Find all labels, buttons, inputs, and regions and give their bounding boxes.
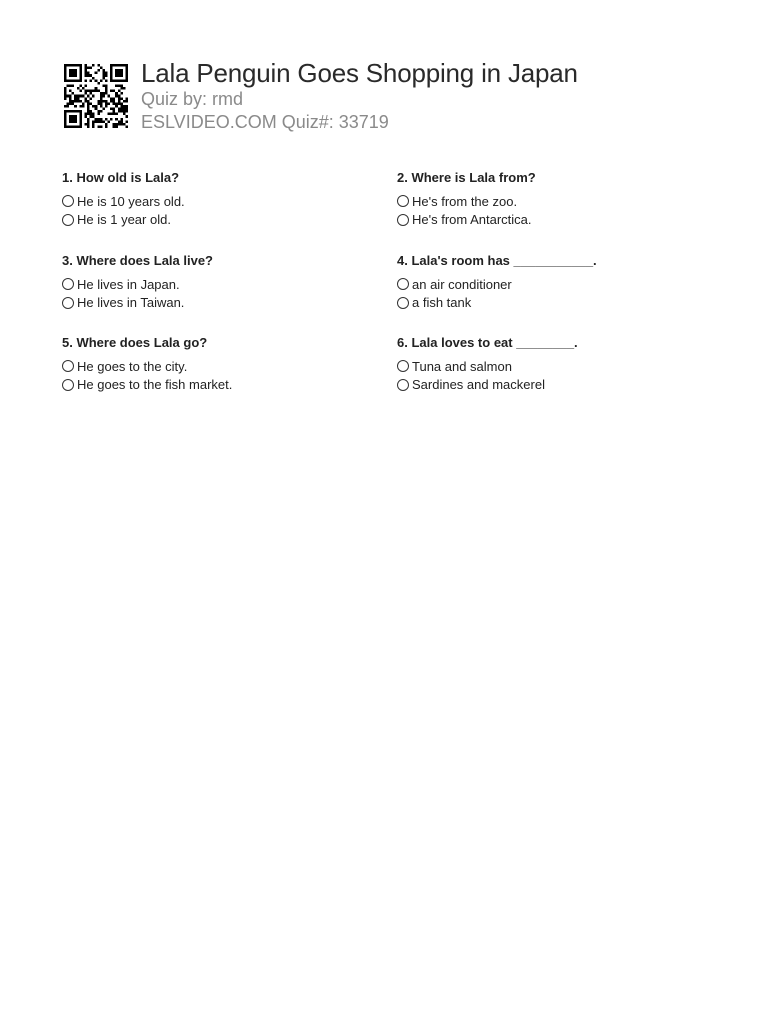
answer-option[interactable] xyxy=(397,294,707,313)
answer-option[interactable] xyxy=(62,211,372,230)
option-label: Tuna and salmon xyxy=(412,358,512,374)
question-5 xyxy=(62,335,372,394)
radio-button-icon[interactable] xyxy=(62,379,74,391)
answer-option[interactable] xyxy=(397,211,707,230)
quiz-header xyxy=(64,58,724,136)
option-label: He lives in Japan. xyxy=(77,276,180,292)
answer-option[interactable] xyxy=(62,192,372,211)
option-label: Sardines and mackerel xyxy=(412,377,545,393)
radio-button-icon[interactable] xyxy=(397,278,409,290)
radio-button-icon[interactable] xyxy=(397,360,409,372)
answer-option[interactable] xyxy=(62,357,372,376)
answer-option[interactable] xyxy=(62,294,372,313)
radio-button-icon[interactable] xyxy=(397,214,409,226)
question-text: 5. Where does Lala go? xyxy=(62,335,208,350)
option-label: He lives in Taiwan. xyxy=(77,295,185,311)
question-6 xyxy=(397,335,707,394)
question-4 xyxy=(397,253,707,312)
option-label: He is 10 years old. xyxy=(77,193,185,209)
option-label: an air conditioner xyxy=(412,276,512,292)
option-label: He's from the zoo. xyxy=(412,193,518,209)
question-3 xyxy=(62,253,372,312)
quiz-number: ESLVIDEO.COM Quiz#: 33719 xyxy=(141,112,389,132)
radio-button-icon[interactable] xyxy=(397,195,409,207)
answer-option[interactable] xyxy=(397,376,707,395)
option-label: He goes to the city. xyxy=(77,358,188,374)
radio-button-icon[interactable] xyxy=(397,297,409,309)
answer-option[interactable] xyxy=(397,275,707,294)
radio-button-icon[interactable] xyxy=(62,297,74,309)
question-text: 2. Where is Lala from? xyxy=(397,170,536,185)
answer-option[interactable] xyxy=(397,192,707,211)
answer-option[interactable] xyxy=(62,275,372,294)
option-label: He's from Antarctica. xyxy=(412,212,532,228)
radio-button-icon[interactable] xyxy=(62,195,74,207)
radio-button-icon[interactable] xyxy=(62,360,74,372)
question-1 xyxy=(62,170,372,229)
radio-button-icon[interactable] xyxy=(397,379,409,391)
radio-button-icon[interactable] xyxy=(62,278,74,290)
option-label: He goes to the fish market. xyxy=(77,377,233,393)
question-text: 6. Lala loves to eat ________. xyxy=(397,335,578,350)
answer-option[interactable] xyxy=(62,376,372,395)
radio-button-icon[interactable] xyxy=(62,214,74,226)
quiz-author: Quiz by: rmd xyxy=(141,89,244,109)
option-label: He is 1 year old. xyxy=(77,212,171,228)
option-label: a fish tank xyxy=(412,295,472,311)
question-text: 4. Lala's room has ___________. xyxy=(397,253,597,268)
answer-option[interactable] xyxy=(397,357,707,376)
qr-code-icon xyxy=(64,64,128,128)
question-text: 1. How old is Lala? xyxy=(62,170,180,185)
question-2 xyxy=(397,170,707,229)
question-text: 3. Where does Lala live? xyxy=(62,253,213,268)
page-title: Lala Penguin Goes Shopping in Japan xyxy=(141,58,578,88)
